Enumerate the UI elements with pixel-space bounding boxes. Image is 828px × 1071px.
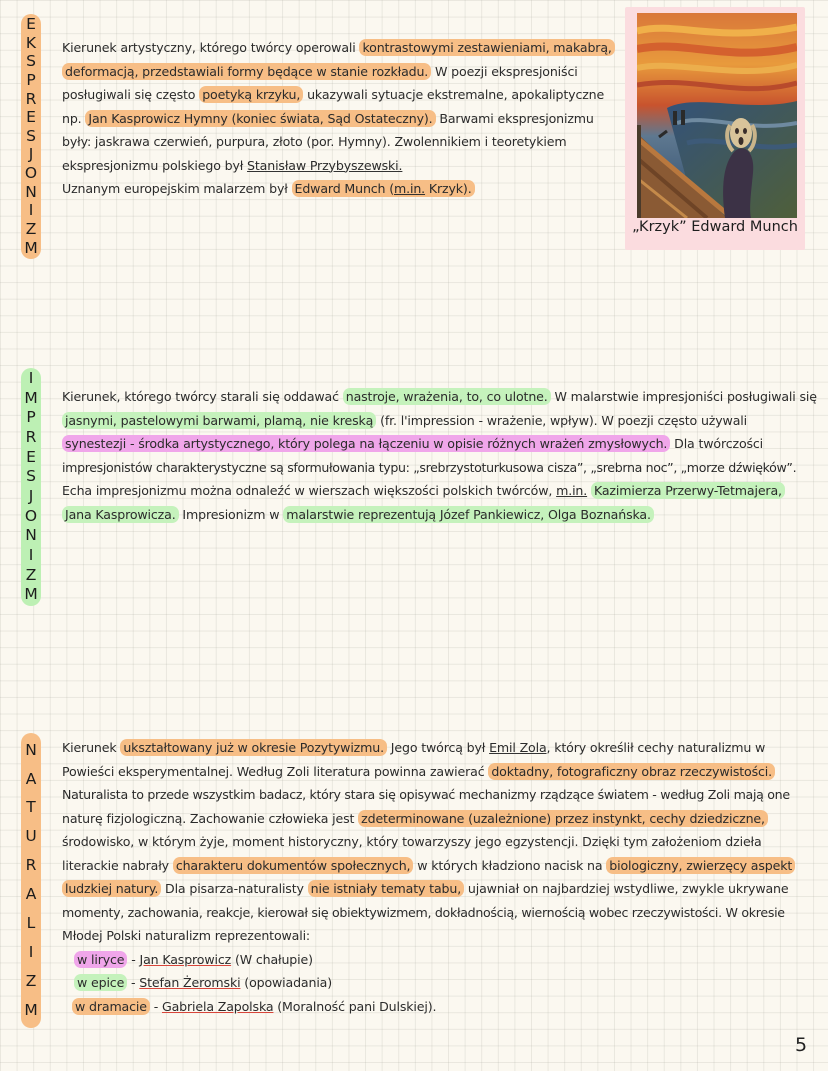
underlined: Jan Kasprowicz <box>139 951 232 967</box>
tab-letter: A <box>25 885 37 904</box>
text: Naturalista to przede wszystkim badacz, który stara się opisywać mechanizmy rządzące światem - według Zoli mają one <box>62 787 790 802</box>
text: Kierunek <box>62 740 121 755</box>
text: (Moralność pani Dulskiej). <box>273 998 437 1014</box>
tab-letter: O <box>24 506 38 525</box>
tab-letter: S <box>26 126 36 145</box>
text: momenty, zachowania, reakcje, kierował się obiektywizmem, dokładnością, wiernością wobec rzeczywistości. W okresie <box>62 904 785 920</box>
text: Kierunek artystyczny, którego twórcy operowali <box>62 40 360 55</box>
tab-ekspresjonizm <box>21 14 41 259</box>
tab-letter: A <box>25 769 37 788</box>
highlight: synestezji - środka artystycznego, który polega na łączeniu w opisie różnych wrażeń zmysłowych. <box>62 435 670 452</box>
text: literackie nabrały <box>62 857 173 873</box>
tab-letter: T <box>26 798 36 817</box>
text: - <box>127 975 140 990</box>
abbr: m.in. <box>556 483 588 498</box>
text: W poezji ekspresjoniści <box>431 63 578 79</box>
highlight: nie istniały tematy tabu, <box>308 880 464 897</box>
highlight: Jana Kasprowicza. <box>62 506 179 523</box>
text: w których kładziono nacisk na <box>413 857 607 873</box>
highlight: Kazimierza Przerwy-Tetmajera, <box>591 482 785 499</box>
text: Młodej Polski naturalizm reprezentowali: <box>62 928 311 943</box>
tab-impresjonizm <box>21 368 41 606</box>
tab-letter: M <box>24 388 38 407</box>
tab-letter: Z <box>25 219 37 238</box>
underlined: Stefan Żeromski <box>139 975 241 990</box>
impresjonizm-text <box>62 385 817 526</box>
scream-painting-image <box>637 13 797 218</box>
tab-letter: E <box>26 108 36 127</box>
highlight: w epice <box>74 974 127 991</box>
underlined: Stanisław Przybyszewski. <box>247 157 403 173</box>
text: Dla pisarza-naturalisty <box>161 881 308 896</box>
tab-letter: R <box>25 89 37 108</box>
text: Barwami ekspresjonizmu <box>435 110 594 126</box>
tab-letter: R <box>25 856 37 875</box>
highlight: ukształtowany już w okresie Pozytywizmu. <box>120 739 387 756</box>
underlined: Emil Zola <box>489 740 547 755</box>
tab-letter: O <box>24 164 38 182</box>
page-number: 5 <box>795 1034 808 1056</box>
tab-letter: E <box>26 15 36 33</box>
text: środowisko, w którym żyje, moment historyczny, który towarzyszy jego egzystencji. Dzięki tym założeniom dzieła <box>62 834 762 849</box>
highlight: poetyką krzyku, <box>199 86 303 103</box>
tab-letter: U <box>25 827 37 846</box>
text: Uznanym europejskim malarzem był <box>62 181 292 196</box>
text: ukazywali sytuacje ekstremalne, apokaliptyczne <box>303 87 605 102</box>
tab-letter: Z <box>25 565 37 584</box>
underlined: Gabriela Zapolska <box>161 998 274 1014</box>
highlight: w liryce <box>74 951 127 968</box>
tab-letter: N <box>25 526 37 545</box>
highlight: ludzkiej natury. <box>62 880 161 897</box>
highlight: nastroje, wrażenia, to, co ulotne. <box>343 388 551 405</box>
abbr: m.in. <box>394 181 426 196</box>
text: (opowiadania) <box>240 975 333 990</box>
tab-letter: M <box>24 1000 38 1019</box>
text: były: jaskrawa czerwień, purpura, złoto (por. Hymny). Zwolennikiem i teoretykiem <box>62 134 567 149</box>
text: Powieści eksperymentalnej. Według Zoli literatura powinna zawierać <box>62 763 489 779</box>
tab-letter: N <box>25 182 37 201</box>
tab-letter: Z <box>25 971 37 990</box>
text: naturę fizjologiczną. Zachowanie człowieka jest <box>62 810 359 826</box>
tab-letter: J <box>28 145 34 164</box>
text: Edward Munch ( <box>294 181 395 196</box>
text: posługiwali się często <box>62 87 200 102</box>
tab-naturalizm <box>21 733 41 1028</box>
text: Kierunek, którego twórcy starali się oddawać <box>62 389 343 404</box>
tab-letter: P <box>26 408 36 427</box>
highlight: zdeterminowane (uzależnione) przez instynkt, cechy dziedziczne, <box>358 810 768 827</box>
highlight: deformacją, przedstawiali formy będące w stanie rozkładu. <box>62 63 431 80</box>
text: , który określił cechy naturalizmu w <box>546 740 766 755</box>
text: W malarstwie impresjoniści posługiwali się <box>550 389 817 404</box>
tab-letter: M <box>24 585 38 604</box>
tab-letter: K <box>25 33 37 52</box>
highlight: doktadny, fotograficzny obraz rzeczywistości. <box>488 763 775 780</box>
ekspresjonizm-text <box>62 36 615 201</box>
tab-letter: L <box>26 914 36 933</box>
painting-frame <box>625 7 805 250</box>
text: (fr. l'impression - wrażenie, wpływ). W poezji często używali <box>376 412 747 428</box>
tab-letter: I <box>28 546 34 565</box>
text: (W chałupie) <box>231 951 313 967</box>
highlight: jasnymi, pastelowymi barwami, plamą, nie kreską <box>62 412 376 429</box>
tab-letter: P <box>26 70 36 89</box>
text: Dla twórczości <box>670 436 764 451</box>
highlight: biologiczny, zwierzęcy aspekt <box>606 857 795 874</box>
text: Impresionizm w <box>178 506 284 522</box>
text: np. <box>62 110 86 126</box>
tab-letter: N <box>25 740 37 759</box>
tab-letter: R <box>25 428 37 447</box>
tab-letter: I <box>28 942 34 961</box>
text: - <box>127 951 140 967</box>
text: Krzyk). <box>425 181 472 196</box>
tab-letter: S <box>26 52 36 71</box>
tab-letter: S <box>26 467 36 486</box>
text: impresjonistów charakterystyczne są sformułowania typu: „srebrzystoturkusowa cisza”, „srebrna noc”, „morze dźwięków”. <box>62 459 797 475</box>
tab-letter: E <box>26 447 36 466</box>
text: - <box>149 998 162 1014</box>
text: Echa impresjonizmu można odnaleźć w wierszach większości polskich twórców, <box>62 483 557 498</box>
tab-letter: I <box>28 369 34 387</box>
highlight: kontrastowymi zestawieniami, makabrą, <box>359 39 614 56</box>
painting-caption: „Krzyk” Edward Munch <box>632 219 798 235</box>
text: ujawniał on najbardziej wstydliwe, zwykle ukrywane <box>464 881 789 896</box>
highlight: w dramacie <box>72 998 150 1015</box>
text: Jego twórcą był <box>386 740 490 755</box>
tab-letter: J <box>28 487 34 506</box>
naturalizm-text <box>62 736 795 1018</box>
tab-letter: M <box>24 238 38 257</box>
highlight: charakteru dokumentów społecznych, <box>173 857 414 874</box>
highlight <box>292 180 475 197</box>
tab-letter: I <box>28 201 34 220</box>
highlight: malarstwie reprezentują Józef Pankiewicz, Olga Boznańska. <box>283 506 654 523</box>
highlight: Jan Kasprowicz Hymny (koniec świata, Sąd Ostateczny). <box>85 110 435 127</box>
text: ekspresjonizmu polskiego był <box>62 157 248 173</box>
